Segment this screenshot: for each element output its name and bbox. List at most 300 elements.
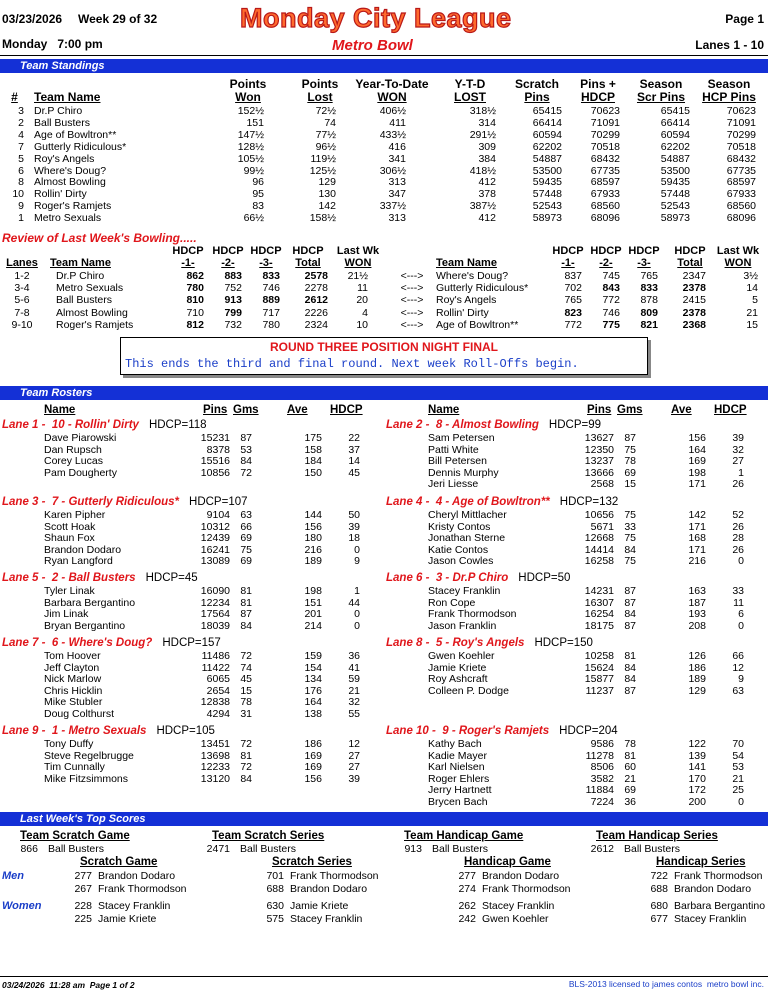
roster-cell: 14231 (584, 585, 614, 597)
roster-cell: 12 (732, 661, 744, 674)
review-row (0, 307, 768, 319)
roster-cell: 9586 (590, 738, 614, 750)
standings-cell: Gutterly Ridiculous* (34, 140, 127, 153)
roster-cell: 1 (738, 466, 744, 479)
standings-cell: 313 (388, 212, 406, 225)
roster-cell: Stacey Franklin (428, 585, 501, 597)
roster-cell: 81 (240, 585, 252, 597)
standings-cell: 57448 (660, 188, 690, 201)
roster-cell: Cheryl Mittlacher (428, 509, 507, 521)
roster-cell: 2654 (206, 684, 230, 697)
roster-cell: Jim Linak (44, 608, 89, 621)
standings-cell: 60594 (532, 128, 562, 141)
standings-cell: 158½ (309, 212, 336, 225)
roster-cell: 198 (304, 585, 322, 597)
standings-cell: 74 (324, 116, 336, 129)
standings-cell: 8 (18, 176, 24, 189)
roster-cell: 16254 (584, 608, 614, 621)
review-cell: Roy's Angels (436, 294, 497, 307)
top-sub-header: Scratch Series (272, 856, 352, 868)
top-women-bowler: Stacey Franklin (482, 900, 555, 912)
review-cell: 745 (602, 270, 620, 282)
roster-cell: Kristy Contos (428, 520, 491, 533)
team-header: Team Name (34, 90, 101, 104)
standings-cell: 68096 (726, 212, 756, 225)
roster-cell: 78 (624, 738, 636, 750)
standings-cell: 378 (478, 188, 496, 201)
roster-cell: 156 (304, 772, 322, 785)
roster-cell: 75 (624, 555, 636, 568)
notice-title: ROUND THREE POSITION NIGHT FINAL (270, 340, 498, 354)
top-men-score: 701 (266, 870, 284, 882)
footer-right: BLS-2013 licensed to james contos metro bowl inc. (568, 979, 764, 989)
standings-cell: 68432 (726, 152, 756, 165)
review-cell: 2278 (304, 282, 328, 295)
standings-cell: 129 (318, 176, 336, 189)
men-label: Men (2, 870, 24, 882)
roster-cell: 15516 (200, 455, 230, 468)
review-cell: 812 (186, 318, 204, 331)
roster-ave-header: Ave (287, 404, 308, 416)
review-cell: 772 (602, 294, 620, 307)
review-cell: 799 (224, 306, 242, 319)
roster-cell: 214 (304, 619, 322, 632)
roster-cell: 14 (348, 455, 360, 468)
review-cell: 821 (640, 318, 658, 331)
opp-game2-header-line2: -2- (599, 257, 613, 269)
review-cell: 752 (224, 282, 242, 295)
review-cell: 2347 (682, 270, 706, 282)
opp-game2-header-line1: HDCP (590, 245, 622, 257)
roster-cell: 87 (624, 619, 636, 632)
roster-cell: 10656 (584, 509, 614, 521)
roster-cell: 45 (348, 466, 360, 479)
roster-cell: 66 (732, 650, 744, 662)
lane-team-title: Lane 6 - 3 - Dr.P Chiro (386, 572, 509, 584)
roster-cell: 66 (240, 520, 252, 533)
standings-cell: 67933 (726, 188, 756, 201)
lane-team-title: Lane 1 - 10 - Rollin' Dirty (2, 419, 139, 431)
lane-team-title: Lane 8 - 5 - Roy's Angels (386, 637, 525, 649)
roster-cell: Kathy Bach (428, 738, 482, 750)
roster-cell: 16090 (200, 585, 230, 597)
review-cell: 913 (224, 294, 242, 307)
roster-cell: 0 (738, 555, 744, 568)
top-women-score: 630 (266, 900, 284, 912)
roster-cell: Gwen Koehler (428, 650, 495, 662)
standings-cell: 59435 (532, 176, 562, 189)
review-row (0, 319, 768, 331)
standings-cell: 59435 (660, 176, 690, 189)
review-cell: 780 (186, 282, 204, 295)
roster-cell: Kadie Mayer (428, 749, 487, 762)
roster-cell: 16241 (200, 543, 230, 556)
roster-cell: 74 (240, 661, 252, 674)
roster-player-row (0, 467, 384, 479)
standings-cell: 411 (389, 116, 406, 129)
roster-player-row (0, 585, 384, 597)
lane-title (2, 419, 207, 431)
roster-cell: 87 (624, 684, 636, 697)
roster-cell: 53 (240, 443, 252, 456)
roster-cell: Dennis Murphy (428, 466, 499, 479)
top-team-name: Ball Busters (624, 843, 681, 855)
season-scr-header-line2: Scr Pins (636, 90, 686, 104)
standings-cell: 3 (18, 105, 24, 117)
standings-cell: 67933 (590, 188, 620, 201)
roster-cell: 39 (348, 772, 360, 785)
roster-player-row (384, 521, 768, 533)
standings-cell: 58973 (532, 212, 562, 225)
game1-header-line1: HDCP (172, 245, 204, 257)
roster-cell: 9104 (206, 509, 230, 521)
standings-cell: 337½ (379, 200, 406, 213)
lane-team-title: Lane 9 - 1 - Metro Sexuals (2, 725, 147, 737)
review-cell: 833 (262, 270, 280, 282)
review-cell: 4 (362, 306, 368, 319)
standings-cell: 68560 (590, 200, 620, 213)
review-row (0, 270, 768, 282)
roster-player-row (0, 708, 384, 720)
roster-cell: 81 (624, 749, 636, 762)
review-cell: 3-4 (14, 282, 30, 295)
roster-player-row (0, 650, 384, 662)
review-cell: 2226 (304, 306, 328, 319)
top-men-bowler: Frank Thormodson (674, 870, 763, 882)
roster-cell: 15 (240, 684, 252, 697)
roster-cell: 144 (304, 509, 322, 521)
total-header-line2: Total (295, 257, 321, 269)
roster-cell: 18175 (584, 619, 614, 632)
roster-cell: Shaun Fox (44, 532, 95, 545)
roster-cell: 0 (354, 619, 360, 632)
roster-player-row (0, 662, 384, 674)
roster-cell: 168 (688, 532, 706, 545)
roster-cell: 129 (688, 684, 706, 697)
opp-game3-header-line2: -3- (637, 257, 651, 269)
season-hcp-header-line2: HCP Pins (702, 90, 756, 104)
roster-cell: 138 (304, 708, 322, 720)
week-label: Week 29 of 32 (78, 12, 158, 26)
top-men-score: 277 (458, 870, 476, 882)
roster-cell: 154 (304, 661, 322, 674)
roster-cell: 84 (240, 619, 252, 632)
roster-player-row (384, 620, 768, 632)
roster-player-row (0, 509, 384, 521)
roster-cell: 37 (348, 443, 360, 456)
roster-cell: 72 (240, 650, 252, 662)
game3-header-line1: HDCP (250, 245, 282, 257)
standings-cell: 58973 (660, 212, 690, 225)
lane-team-title: Lane 7 - 6 - Where's Doug? (2, 637, 153, 649)
roster-player-row (384, 455, 768, 467)
roster-player-row (384, 555, 768, 567)
standings-cell: 128½ (237, 140, 264, 153)
roster-cell: Brandon Dodaro (44, 543, 122, 556)
standings-row (0, 176, 768, 188)
lane-hdcp-factor: HDCP=150 (534, 637, 593, 649)
lane-title (386, 725, 618, 737)
roster-cell: 10312 (200, 520, 230, 533)
standings-cell: 412 (478, 212, 496, 225)
center-name: Metro Bowl (332, 37, 413, 54)
top-women-bowler: Gwen Koehler (482, 912, 549, 925)
roster-cell: Bill Petersen (428, 455, 487, 468)
review-cell: 702 (564, 282, 582, 295)
review-cell: 843 (602, 282, 620, 295)
roster-player-row (0, 750, 384, 762)
review-cell: 10 (356, 318, 368, 331)
review-cell: 5 (752, 294, 758, 307)
lane-hdcp-factor: HDCP=99 (548, 419, 602, 431)
roster-cell: Dave Piarowski (44, 432, 117, 444)
roster-cell: 156 (688, 432, 706, 444)
roster-cell: 27 (348, 761, 360, 774)
top-men-bowler: Frank Thormodson (290, 870, 379, 882)
roster-cell: 150 (304, 466, 322, 479)
page-number: Page 1 (725, 12, 764, 26)
standings-cell: 70299 (590, 128, 620, 141)
roster-cell: Karen Pipher (44, 509, 106, 521)
roster-cell: 44 (348, 596, 360, 609)
review-cell: Dr.P Chiro (56, 270, 105, 282)
roster-cell: 175 (304, 432, 322, 444)
top-women-score: 262 (458, 900, 476, 912)
review-cell: 2324 (304, 318, 328, 331)
roster-player-row (384, 585, 768, 597)
standings-cell: 4 (18, 128, 24, 141)
standings-cell: 341 (388, 152, 406, 165)
roster-cell: 28 (732, 532, 744, 545)
top-men-score: 267 (74, 882, 92, 895)
standings-cell: 53500 (532, 164, 562, 177)
roster-cell: 84 (624, 673, 636, 686)
standings-cell: 66414 (660, 116, 690, 129)
roster-cell: 171 (688, 478, 706, 491)
roster-cell: 200 (688, 796, 706, 808)
standings-cell: 68096 (590, 212, 620, 225)
standings-row (0, 141, 768, 153)
roster-cell: 10856 (200, 466, 230, 479)
roster-cell: 15231 (200, 432, 230, 444)
roster-cell: Jason Cowles (428, 555, 494, 568)
roster-cell: 27 (348, 749, 360, 762)
roster-cell: 15624 (584, 661, 614, 674)
roster-cell: 36 (348, 650, 360, 662)
review-cell: 2378 (682, 282, 706, 295)
roster-cell: 142 (688, 509, 706, 521)
ytd-won-header-line1: Year-To-Date (355, 77, 429, 91)
versus-arrow: <---> (400, 306, 424, 319)
women-label: Women (2, 900, 42, 912)
roster-cell: 11422 (201, 661, 230, 674)
roster-cell: 87 (624, 432, 636, 444)
roster-cell: 18 (348, 532, 360, 545)
review-cell: 2415 (682, 294, 706, 307)
roster-gms-header: Gms (233, 404, 259, 416)
roster-player-row (384, 796, 768, 808)
review-cell: 765 (564, 294, 582, 307)
roster-cell: 87 (240, 432, 252, 444)
roster-cell: 41 (348, 661, 360, 674)
season-hcp-header-line1: Season (707, 77, 751, 91)
review-cell: 14 (746, 282, 758, 295)
roster-cell: Patti White (428, 443, 479, 456)
review-cell: 810 (186, 294, 204, 307)
roster-cell: 39 (732, 432, 744, 444)
roster-cell: 14414 (584, 543, 614, 556)
top-women-bowler: Barbara Bergantino (674, 900, 766, 912)
standings-cell: 62202 (532, 140, 562, 153)
opp-won-header-line1: Last Wk (716, 245, 760, 257)
top-team-header: Team Scratch Series (212, 830, 325, 842)
roster-cell: 53 (732, 761, 744, 774)
roster-cell: 180 (304, 532, 322, 545)
roster-cell: 32 (732, 443, 744, 456)
standings-cell: 68560 (726, 200, 756, 213)
review-cell: 2578 (304, 270, 328, 282)
roster-cell: 12233 (200, 761, 230, 774)
lane-title (2, 637, 221, 649)
roster-cell: 172 (688, 784, 706, 797)
standings-cell: 347 (388, 188, 406, 201)
standings-cell: Rollin' Dirty (34, 188, 87, 201)
review-cell: 746 (602, 306, 620, 319)
standings-cell: 406½ (379, 105, 406, 117)
roster-cell: Mike Fitzsimmons (44, 772, 129, 785)
roster-cell: 69 (624, 784, 636, 797)
roster-cell: 9 (738, 673, 744, 686)
opp-team-header: Team Name (436, 257, 497, 269)
top-team-name: Ball Busters (48, 843, 105, 855)
opp-game1-header-line2: -1- (561, 257, 575, 269)
roster-ave-header: Ave (671, 404, 692, 416)
roster-cell: 84 (240, 772, 252, 785)
roster-cell: 216 (304, 543, 322, 556)
notice-box (120, 337, 648, 375)
lane-team-title: Lane 4 - 4 - Age of Bowltron** (386, 496, 550, 508)
roster-cell: 87 (624, 596, 636, 609)
roster-cell: 216 (688, 555, 706, 568)
standings-cell: 54887 (532, 152, 562, 165)
standings-cell: 67735 (726, 164, 756, 177)
standings-cell: 318½ (469, 105, 496, 117)
roster-cell: 45 (240, 673, 252, 686)
roster-cell: 72 (240, 466, 252, 479)
roster-cell: 189 (688, 673, 706, 686)
standings-cell: 7 (18, 140, 24, 153)
top-sub-header: Scratch Game (80, 856, 158, 868)
roster-cell: 75 (624, 509, 636, 521)
roster-cell: 13627 (584, 432, 614, 444)
top-men-bowler: Frank Thormodson (482, 882, 571, 895)
review-cell: 889 (262, 294, 280, 307)
roster-hdcp-header: HDCP (714, 404, 747, 416)
roster-cell: Karl Nielsen (428, 761, 485, 774)
lane-hdcp-factor: HDCP=118 (148, 419, 207, 431)
standings-row (0, 165, 768, 177)
roster-cell: 10258 (584, 650, 614, 662)
won-header-line2: Won (235, 90, 261, 104)
roster-player-row (384, 650, 768, 662)
standings-cell: 72½ (315, 105, 336, 117)
standings-row (0, 153, 768, 165)
top-team-header: Team Scratch Game (20, 830, 130, 842)
roster-cell: 169 (688, 455, 706, 468)
top-men-score: 722 (650, 870, 668, 882)
standings-cell: 412 (478, 176, 496, 189)
roster-cell: 16307 (584, 596, 614, 609)
roster-cell: 2568 (590, 478, 614, 491)
standings-cell: 65415 (660, 105, 690, 117)
opp-game1-header-line1: HDCP (552, 245, 584, 257)
roster-cell: 12234 (200, 596, 230, 609)
top-team-value: 2471 (206, 843, 230, 855)
roster-cell: Bryan Bergantino (44, 619, 126, 632)
standings-cell: Dr.P Chiro (34, 105, 83, 117)
roster-cell: Frank Thormodson (428, 608, 517, 621)
lane-title (2, 572, 198, 584)
top-men-score: 274 (458, 882, 476, 895)
review-cell: 21½ (347, 270, 368, 282)
standings-cell: 314 (478, 116, 496, 129)
standings-cell: 70623 (726, 105, 756, 117)
roster-cell: 18039 (200, 619, 230, 632)
standings-cell: 77½ (315, 128, 336, 141)
roster-cell: 186 (304, 738, 322, 750)
roster-player-row (0, 773, 384, 785)
roster-cell: 33 (624, 520, 636, 533)
standings-cell: 71091 (726, 116, 756, 129)
roster-cell: Corey Lucas (44, 455, 103, 468)
session-time: Monday 7:00 pm (2, 37, 103, 51)
roster-cell: Jeri Liesse (428, 478, 479, 491)
roster-player-row (384, 467, 768, 479)
roster-cell: Ron Cope (428, 596, 476, 609)
standings-row (0, 105, 768, 117)
standings-cell: 70623 (590, 105, 620, 117)
roster-player-row (384, 532, 768, 544)
standings-cell: Metro Sexuals (34, 212, 102, 225)
roster-cell: 158 (304, 443, 322, 456)
roster-cell: Pam Dougherty (44, 466, 117, 479)
roster-player-row (384, 444, 768, 456)
roster-cell: 3582 (590, 772, 614, 785)
lanes-header: Lanes (6, 257, 38, 269)
top-men-bowler: Frank Thormodson (98, 882, 187, 895)
top-women-bowler: Stacey Franklin (290, 912, 363, 925)
review-cell: Gutterly Ridiculous* (436, 282, 529, 295)
top-men-bowler: Brandon Dodaro (98, 870, 176, 882)
top-team-header: Team Handicap Series (596, 830, 718, 842)
roster-cell: 164 (688, 443, 706, 456)
roster-cell: Jason Franklin (428, 619, 497, 632)
standings-cell: 151 (246, 116, 264, 129)
standings-cell: 70299 (726, 128, 756, 141)
review-cell: 833 (640, 282, 658, 295)
standings-cell: 65415 (532, 105, 562, 117)
standings-cell: 60594 (660, 128, 690, 141)
review-cell: 862 (186, 270, 204, 282)
roster-cell: 13666 (584, 466, 614, 479)
roster-cell: Jeff Clayton (44, 661, 100, 674)
roster-cell: 11237 (585, 684, 614, 697)
roster-player-row (384, 509, 768, 521)
roster-cell: 126 (688, 650, 706, 662)
roster-cell: 134 (304, 673, 322, 686)
roster-cell: 164 (304, 696, 322, 709)
roster-cell: Jamie Kriete (428, 661, 487, 674)
